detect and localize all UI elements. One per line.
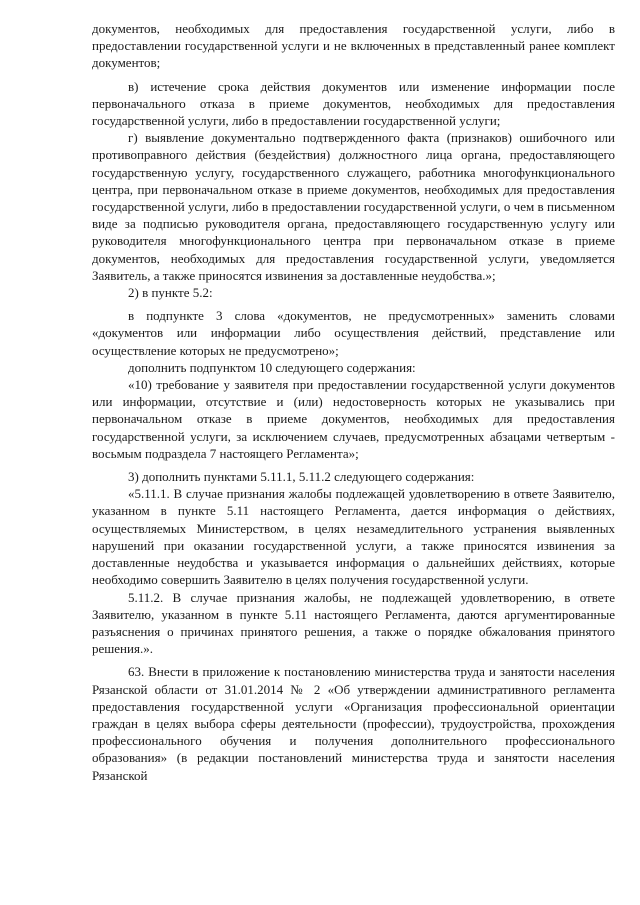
paragraph-point-3: 3) дополнить пунктами 5.11.1, 5.11.2 следующего содержания: <box>128 469 475 485</box>
paragraph-5-11-2: 5.11.2. В случае признания жалобы, не подлежащей удовлетворению, в ответе Заявителю, указанном в пункте 5.11 настоящего Регламента, даются аргументированные разъяснения о причинах принятого решения, а также о порядке обжалования принятого решения.». <box>92 589 615 657</box>
paragraph-item-63: 63. Внести в приложение к постановлению министерства труда и занятости населения Рязанской области от 31.01.2014 № 2 «Об утверждении административного регламента предоставления государственной услуги «Организация профессиональной ориентации граждан в целях выбора сферы деятельности (профессии), трудоустройства, прохождения профессионального обучения и получения дополнительного профессионального образования» (в редакции постановлений министерства труда и занятости населения Рязанской <box>92 664 615 783</box>
paragraph-add-subpoint-10: дополнить подпунктом 10 следующего содержания: <box>128 359 416 375</box>
paragraph-subpoint-10-text: «10) требование у заявителя при предоставлении государственной услуги документов или информации, отсутствие и (или) недостоверность которых не указывались при первоначальном отказе в приеме документов, необходимых для предоставления государственной услуги, за исключением случаев, предусмотренных абзацами четвертым - восьмым подраздела 7 настоящего Регламента»; <box>92 377 615 461</box>
paragraph-subpoint-3: в подпункте 3 слова «документов, не предусмотренных» заменить словами «документов или информации либо осуществления действий, представление или осуществление которых не предусмотрено»; <box>92 308 615 358</box>
paragraph-item-v: в) истечение срока действия документов или изменение информации после первоначального отказа в приеме документов, необходимых для предоставления государственной услуги, либо в предоставлении государственной услуги; <box>92 78 615 129</box>
paragraph-item-g: г) выявление документально подтвержденного факта (признаков) ошибочного или противоправного действия (бездействия) должностного лица органа, предоставляющего государственную услугу, государственного служащего, работника многофункционального центра, при первоначальном отказе в приеме документов, необходимых для предоставления государственной услуги, либо в предоставлении государственной услуги, о чем в письменном виде за подписью руководителя органа, предоставляющего государственную услугу или руководителя многофункционального центра при первоначальном отказе в приеме документов, необходимых для предоставления государственной услуги, уведомляется Заявитель, а также приносятся извинения за доставленные неудобства.»; <box>92 130 615 283</box>
paragraph-continuation: документов, необходимых для предоставления государственной услуги, либо в предоставлении государственной услуги и не включенных в представленный ранее комплект документов; <box>92 21 615 71</box>
paragraph-5-11-1: «5.11.1. В случае признания жалобы подлежащей удовлетворению в ответе Заявителю, указанном в пункте 5.11 настоящего Регламента, дается информация о действиях, осуществляемых Министерством, в целях незамедлительного устранения выявленных нарушений при оказании государственной услуги, а также приносятся извинения за доставленные неудобства и указывается информация о дальнейших действиях, которые необходимо совершить Заявителю в целях получения государственной услуги. <box>92 486 615 588</box>
paragraph-point-2: 2) в пункте 5.2: <box>128 285 213 301</box>
